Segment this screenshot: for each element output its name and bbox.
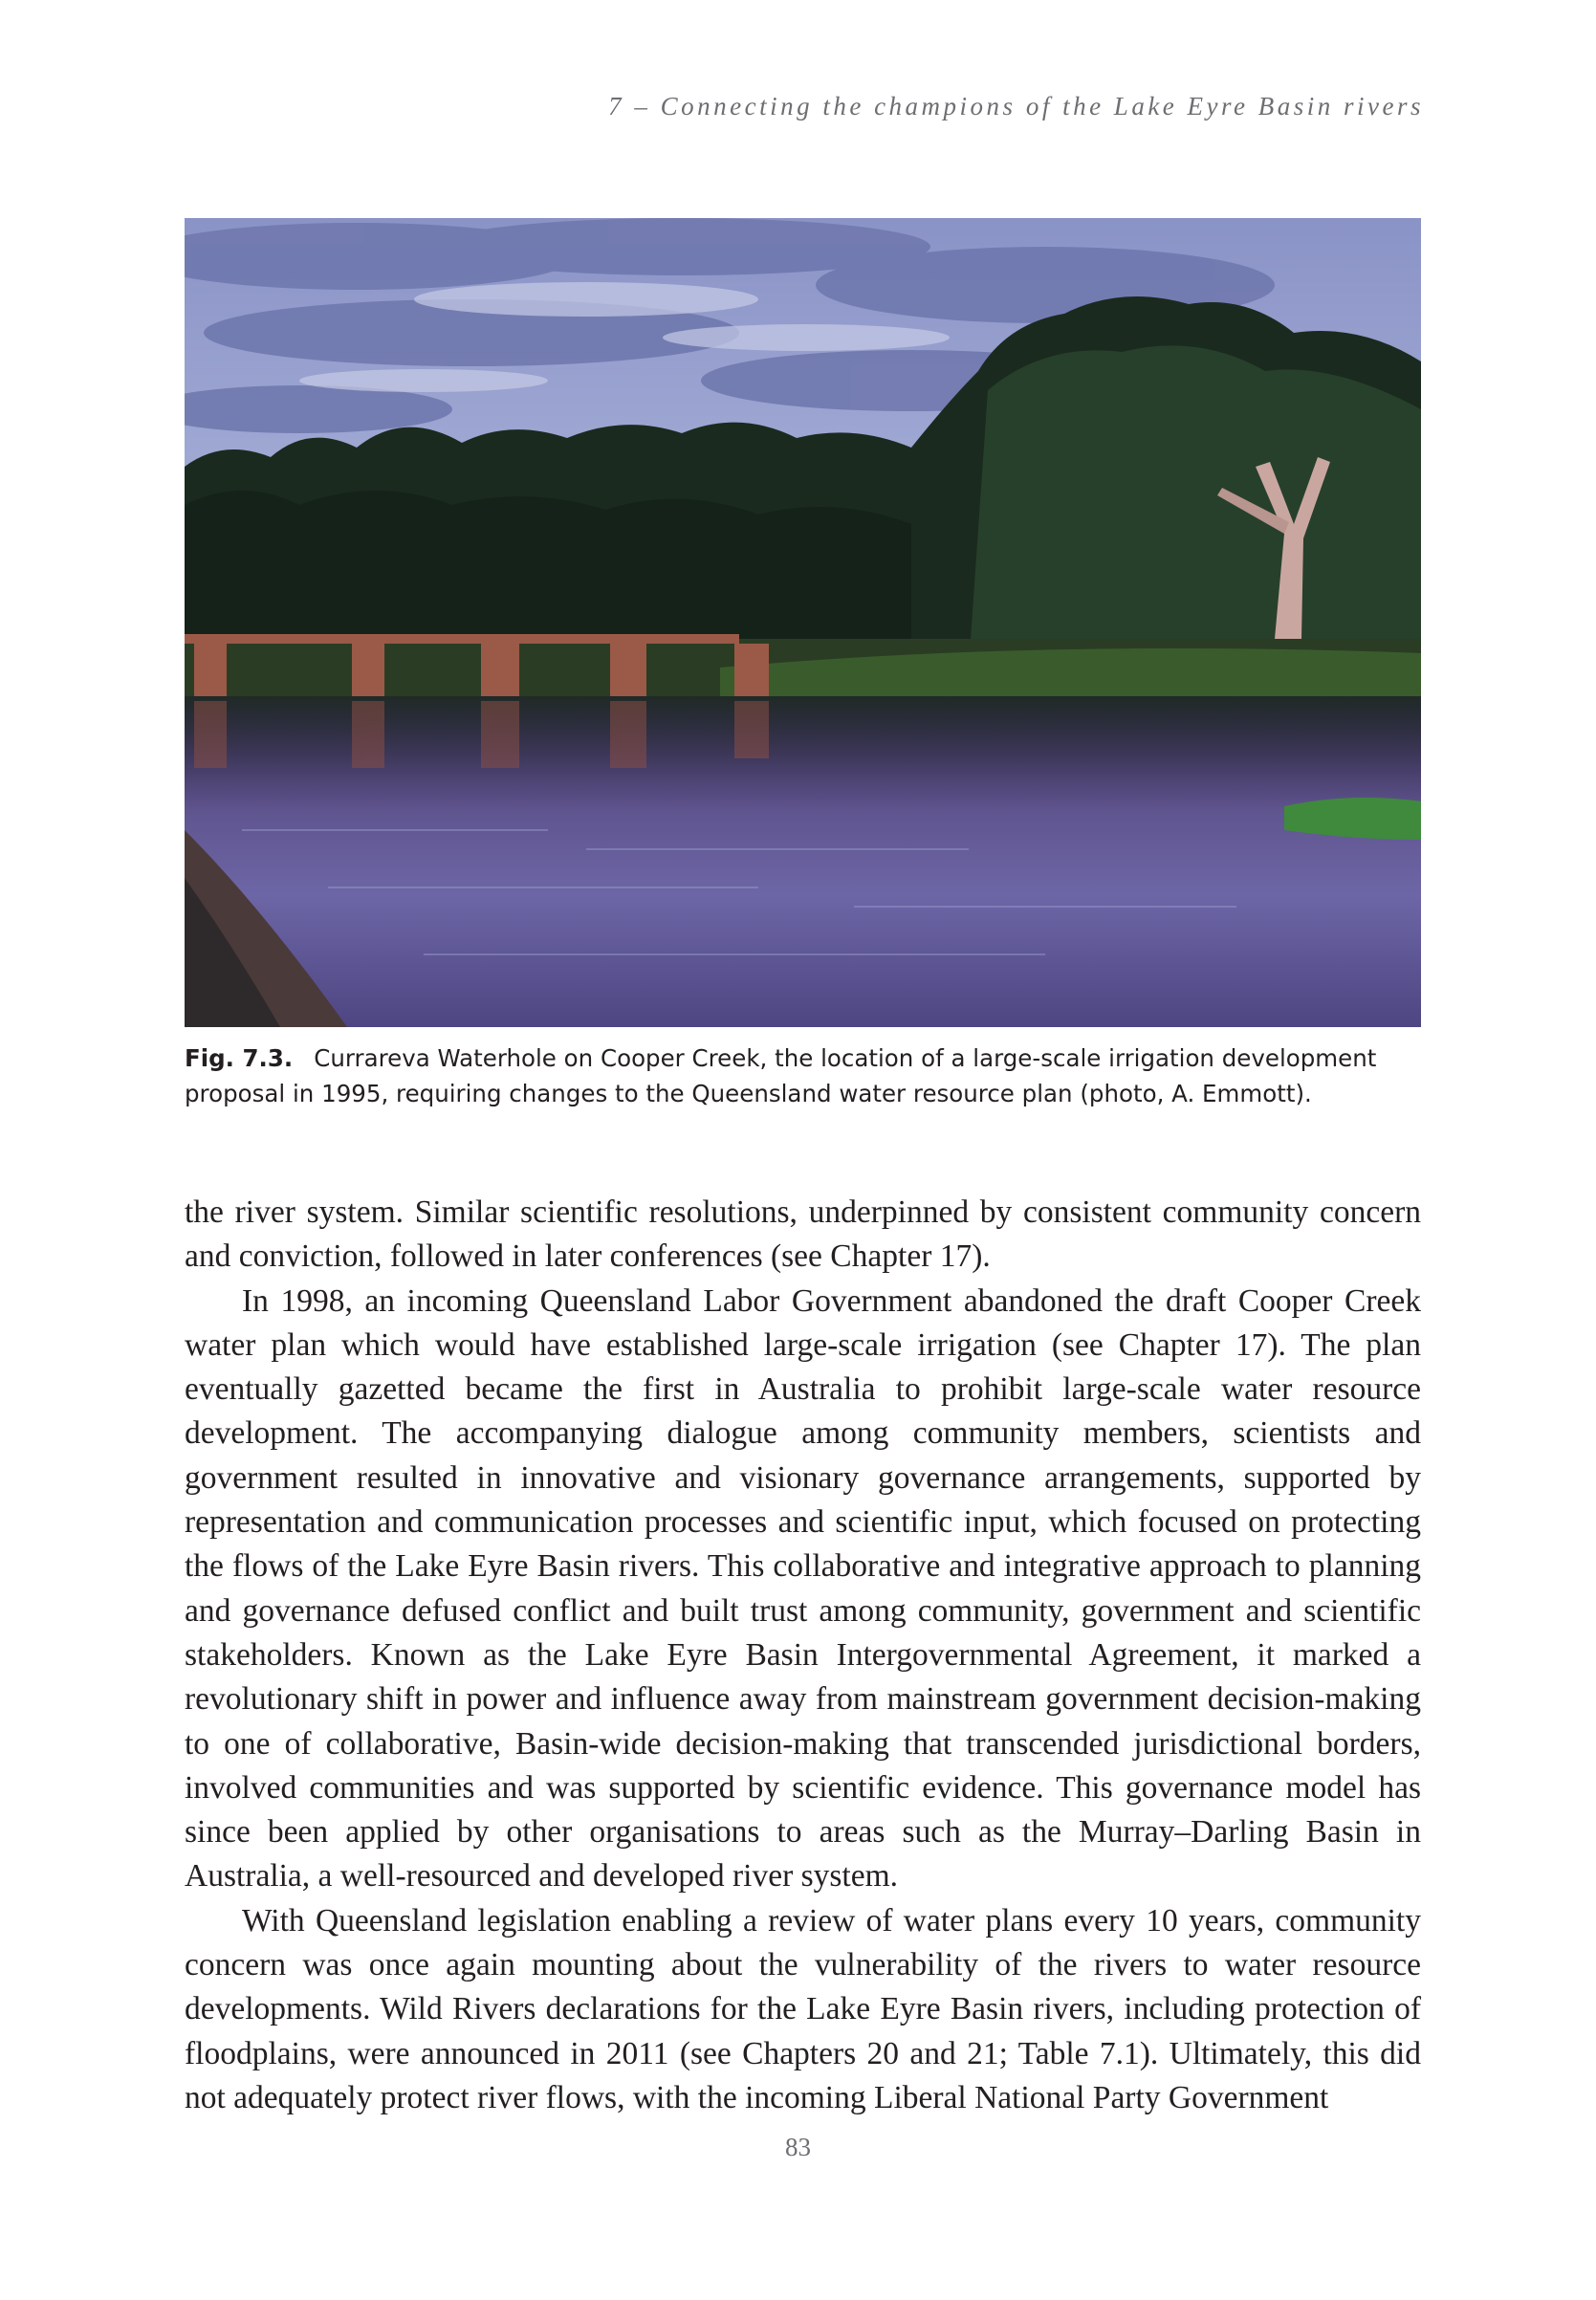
figure-photo bbox=[185, 218, 1421, 1027]
figure-caption bbox=[185, 1040, 1428, 1111]
page-number: 83 bbox=[785, 2133, 811, 2161]
paragraph: With Queensland legislation enabling a review of water plans every 10 years, community concern was once again mounting about the vulnerability of the rivers to water resource developments. Wild Rivers declarations for the Lake Eyre Basin rivers, including protection of floodplains, were announced in 2011 (see Chapters 20 and 21; Table 7.1). Ultimately, this did not adequately protect river flows, with the incoming Liberal National Party Government bbox=[185, 1902, 1421, 2115]
paragraph: the river system. Similar scientific resolutions, underpinned by consistent community concern and conviction, followed in later conferences (see Chapter 17). bbox=[185, 1194, 1421, 1275]
paragraph: In 1998, an incoming Queensland Labor Government abandoned the draft Cooper Creek water plan which would have established large-scale irrigation (see Chapter 17). The plan eventually gazetted became the first in Australia to prohibit large-scale water resource development. The accompanying dialogue among community members, scientists and government resulted in innovative and visionary governance arrangements, supported by representation and communication processes and scientific input, which focused on protecting the flows of the Lake Eyre Basin rivers. This collaborative and integrative approach to planning and governance defused conflict and built trust among community, government and scientific stakeholders. Known as the Lake Eyre Basin Intergovernmental Agreement, it marked a revolutionary shift in power and influence away from mainstream government decision-making to one of collaborative, Basin-wide decision-making that transcended jurisdictional borders, involved communities and was supported by scientific evidence. This governance model has since been applied by other organisations to areas such as the Murray–Darling Basin in Australia, a well-resourced and developed river system. bbox=[185, 1282, 1421, 1895]
body-text bbox=[185, 1191, 1421, 2120]
figure-label: Fig. 7.3. bbox=[185, 1044, 294, 1072]
running-head: 7 – Connecting the champions of the Lake Eyre Basin rivers bbox=[608, 92, 1424, 120]
figure-caption-text: Currareva Waterhole on Cooper Creek, the location of a large-scale irrigation development proposal in 1995, requiring changes to the Queensland water resource plan (photo, A. Emmott). bbox=[185, 1044, 1377, 1107]
waterhole-photo bbox=[185, 218, 1421, 1027]
